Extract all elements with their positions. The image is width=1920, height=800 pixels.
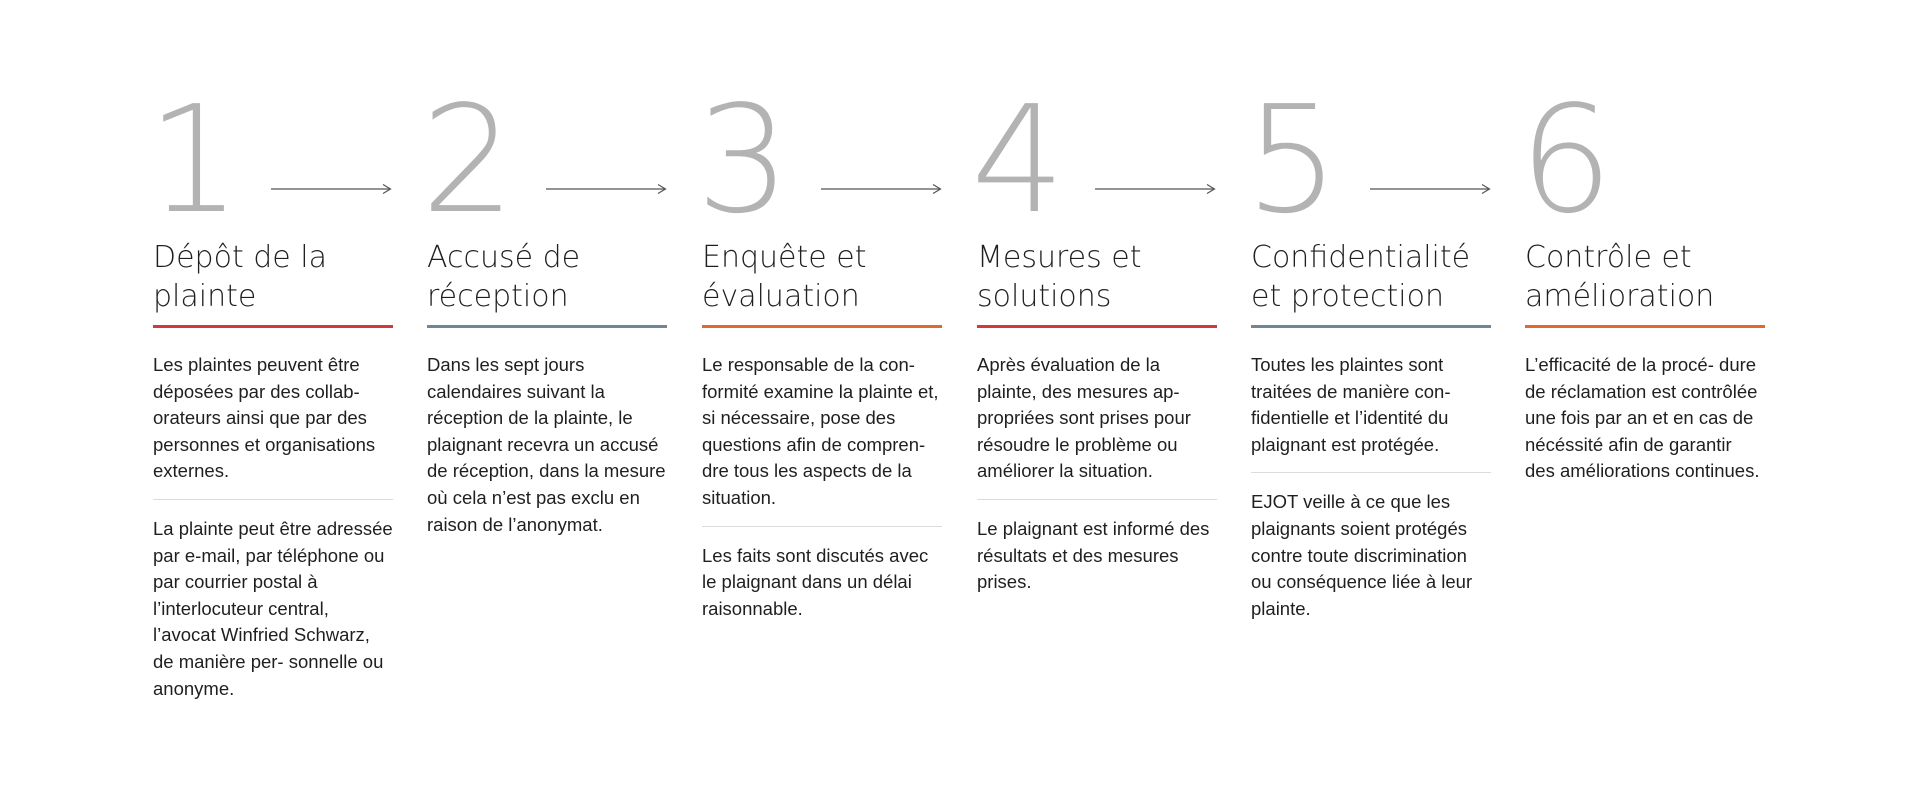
step-paragraph: Toutes les plaintes sont traitées de manière con- fidentielle et l’identité du plaignant est protégée. (1251, 354, 1451, 455)
title-underline (1251, 325, 1491, 328)
step-title-line: Confidentialité (1251, 240, 1471, 275)
title-underline (427, 325, 667, 328)
step-title-line: évaluation (702, 279, 860, 314)
step-title (702, 238, 942, 316)
step-title-line: Dépôt de la (153, 240, 328, 275)
step-title-line: et protection (1251, 279, 1445, 314)
title-underline (153, 325, 393, 328)
step-title-line: Enquête et (702, 240, 867, 275)
step-title-line: Accusé de (427, 240, 581, 275)
step-description (1251, 352, 1491, 636)
arrow-right-icon (271, 182, 393, 196)
step-title-line: réception (427, 279, 569, 314)
step-paragraph: Dans les sept jours calendaires suivant la réception de la plainte, le plaignant recevra un accusé de réception, dans la mesure où cela n’est pas exclu en raison de l’anonymat. (427, 354, 666, 535)
step-title-line: amélioration (1525, 279, 1715, 314)
arrow-right-icon (1370, 182, 1492, 196)
step-paragraph: Le responsable de la con- formité examine la plainte et, si nécessaire, pose des questions afin de compren- dre tous les aspects de la situation. (702, 354, 939, 508)
arrow-right-icon (821, 182, 943, 196)
step-title-line: solutions (977, 279, 1112, 314)
step-description (427, 352, 667, 552)
step-paragraph: EJOT veille à ce que les plaignants soient protégés contre toute discrimination ou conséquence liée à leur plainte. (1251, 472, 1491, 636)
step-number: 1 (147, 74, 240, 246)
step-paragraph: L’efficacité de la procé- dure de réclamation est contrôlée une fois par an et en cas de nécéssité afin de garantir des améliorations continues. (1525, 354, 1760, 482)
arrow-right-icon (546, 182, 668, 196)
step-title-line: Mesures et (977, 240, 1142, 275)
step-paragraph: La plainte peut être adressée par e-mail, par téléphone ou par courrier postal à l’interlocuteur central, l’avocat Winfried Schwarz, de manière per- sonnelle ou anonyme. (153, 499, 393, 716)
title-underline (702, 325, 942, 328)
step-title (977, 238, 1217, 316)
step-description (153, 352, 393, 716)
step-title-line: Contrôle et (1525, 240, 1692, 275)
step-number: 2 (421, 74, 514, 246)
title-underline (1525, 325, 1765, 328)
step-number: 5 (1245, 74, 1338, 246)
step-number: 6 (1519, 74, 1612, 246)
step-title-line: plainte (153, 279, 257, 314)
arrow-right-icon (1095, 182, 1217, 196)
step-paragraph: Après évaluation de la plainte, des mesures ap- propriées sont prises pour résoudre le problème ou améliorer la situation. (977, 354, 1191, 482)
step-title (1251, 238, 1491, 316)
step-paragraph: Le plaignant est informé des résultats et des mesures prises. (977, 499, 1217, 610)
step-title (427, 238, 667, 316)
step-description (702, 352, 942, 636)
step-paragraph: Les plaintes peuvent être déposées par des collab- orateurs ainsi que par des personnes et organisations externes. (153, 354, 376, 482)
step-description (977, 352, 1217, 610)
step-number: 4 (971, 74, 1064, 246)
step-number: 3 (696, 74, 789, 246)
step-title (1525, 238, 1765, 316)
step-description (1525, 352, 1765, 499)
step-title (153, 238, 393, 316)
step-paragraph: Les faits sont discutés avec le plaignant dans un délai raisonnable. (702, 526, 942, 637)
title-underline (977, 325, 1217, 328)
